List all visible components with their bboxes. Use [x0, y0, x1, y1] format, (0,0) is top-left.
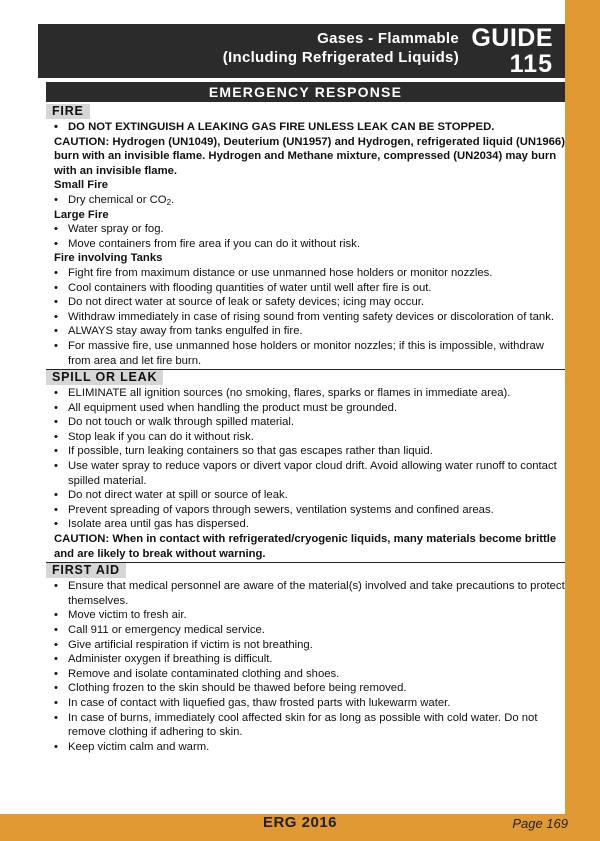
- first-aid-item: • Administer oxygen if breathing is difficult.: [46, 652, 565, 667]
- small-fire-item: [46, 193, 565, 208]
- first-aid-item: • Clothing frozen to the skin should be thawed before being removed.: [46, 681, 565, 696]
- tanks-fire-item: • Cool containers with flooding quantities of water until well after fire is out.: [46, 281, 565, 296]
- section-spill-label: SPILL OR LEAK: [46, 370, 163, 385]
- first-aid-item: • Call 911 or emergency medical service.: [46, 623, 565, 638]
- section-fire-label: FIRE: [46, 104, 90, 119]
- small-fire-item-period: .: [171, 193, 175, 206]
- spill-item: • If possible, turn leaking containers so that gas escapes rather than liquid.: [46, 444, 565, 459]
- small-fire-item-text: Dry chemical or CO: [68, 193, 167, 206]
- large-fire-item: • Move containers from fire area if you can do it without risk.: [46, 237, 565, 252]
- section-fire: [46, 120, 565, 369]
- first-aid-item: • In case of burns, immediately cool affected skin for as long as possible with cold water. Do not remove clothing if adhering to skin.: [46, 711, 565, 740]
- section-first-aid: [46, 579, 565, 755]
- guide-title-line1: Gases - Flammable: [317, 30, 459, 47]
- spill-item: • All equipment used when handling the product must be grounded.: [46, 401, 565, 416]
- spill-item: • Use water spray to reduce vapors or divert vapor cloud drift. Avoid allowing water runoff to contact spilled material.: [46, 459, 565, 488]
- tanks-fire-item: • ALWAYS stay away from tanks engulfed in fire.: [46, 324, 565, 339]
- co2-subscript: 2: [166, 197, 172, 207]
- spill-item: • Prevent spreading of vapors through sewers, ventilation systems and confined areas.: [46, 503, 565, 518]
- spill-item: • Do not direct water at spill or source of leak.: [46, 488, 565, 503]
- spill-item: • Do not touch or walk through spilled material.: [46, 415, 565, 430]
- footer-page-number: Page 169: [512, 816, 568, 831]
- section-first-aid-heading: [46, 562, 565, 579]
- section-spill: [46, 386, 565, 562]
- tanks-fire-item: • Fight fire from maximum distance or use unmanned hose holders or monitor nozzles.: [46, 266, 565, 281]
- guide-title: [223, 29, 459, 67]
- guide-number: 115: [509, 50, 553, 78]
- guide-content: [46, 104, 565, 755]
- page-footer: [0, 814, 600, 841]
- section-first-aid-label: FIRST AID: [46, 563, 126, 578]
- spill-item: • Stop leak if you can do it without risk.: [46, 430, 565, 445]
- large-fire-item: • Water spray or fog.: [46, 222, 565, 237]
- fire-warning: • DO NOT EXTINGUISH A LEAKING GAS FIRE UNLESS LEAK CAN BE STOPPED.: [46, 120, 565, 135]
- tanks-fire-item: • Withdraw immediately in case of rising sound from venting safety devices or discoloration of tank.: [46, 310, 565, 325]
- first-aid-item: • Give artificial respiration if victim is not breathing.: [46, 638, 565, 653]
- tanks-fire-heading: Fire involving Tanks: [54, 252, 163, 265]
- tanks-fire-item: • Do not direct water at source of leak or safety devices; icing may occur.: [46, 295, 565, 310]
- spill-caution: CAUTION: When in contact with refrigerated/cryogenic liquids, many materials become brittle and are likely to break without warning.: [54, 533, 557, 560]
- footer-edition: ERG 2016: [262, 814, 338, 831]
- section-spill-heading: [46, 369, 565, 386]
- tanks-fire-item: • For massive fire, use unmanned hose holders or monitor nozzles; if this is impossible, withdraw from area and let fire burn.: [46, 339, 565, 368]
- emergency-response-bar: EMERGENCY RESPONSE: [46, 82, 565, 102]
- spill-item: • ELIMINATE all ignition sources (no smoking, flares, sparks or flames in immediate area).: [46, 386, 565, 401]
- small-fire-heading: Small Fire: [54, 179, 108, 192]
- guide-number-box: [473, 24, 565, 78]
- spill-item: • Isolate area until gas has dispersed.: [46, 517, 565, 532]
- first-aid-item: • Ensure that medical personnel are aware of the material(s) involved and take precautions to protect themselves.: [46, 579, 565, 608]
- guide-title-line2: (Including Refrigerated Liquids): [222, 49, 459, 66]
- guide-label: GUIDE: [471, 24, 553, 52]
- fire-caution: CAUTION: Hydrogen (UN1049), Deuterium (UN1957) and Hydrogen, refrigerated liquid (UN1966) burn with an invisible flame. Hydrogen and Methane mixture, compressed (UN2034) may burn with an invisible flame.: [54, 135, 565, 177]
- large-fire-heading: Large Fire: [54, 208, 109, 221]
- first-aid-item: • In case of contact with liquefied gas, thaw frosted parts with lukewarm water.: [46, 696, 565, 711]
- first-aid-item: • Remove and isolate contaminated clothing and shoes.: [46, 667, 565, 682]
- header-divider: [38, 78, 565, 81]
- section-fire-heading: [46, 104, 565, 120]
- first-aid-item: • Move victim to fresh air.: [46, 608, 565, 623]
- right-accent-strip: [565, 0, 600, 841]
- first-aid-item: • Keep victim calm and warm.: [46, 740, 565, 755]
